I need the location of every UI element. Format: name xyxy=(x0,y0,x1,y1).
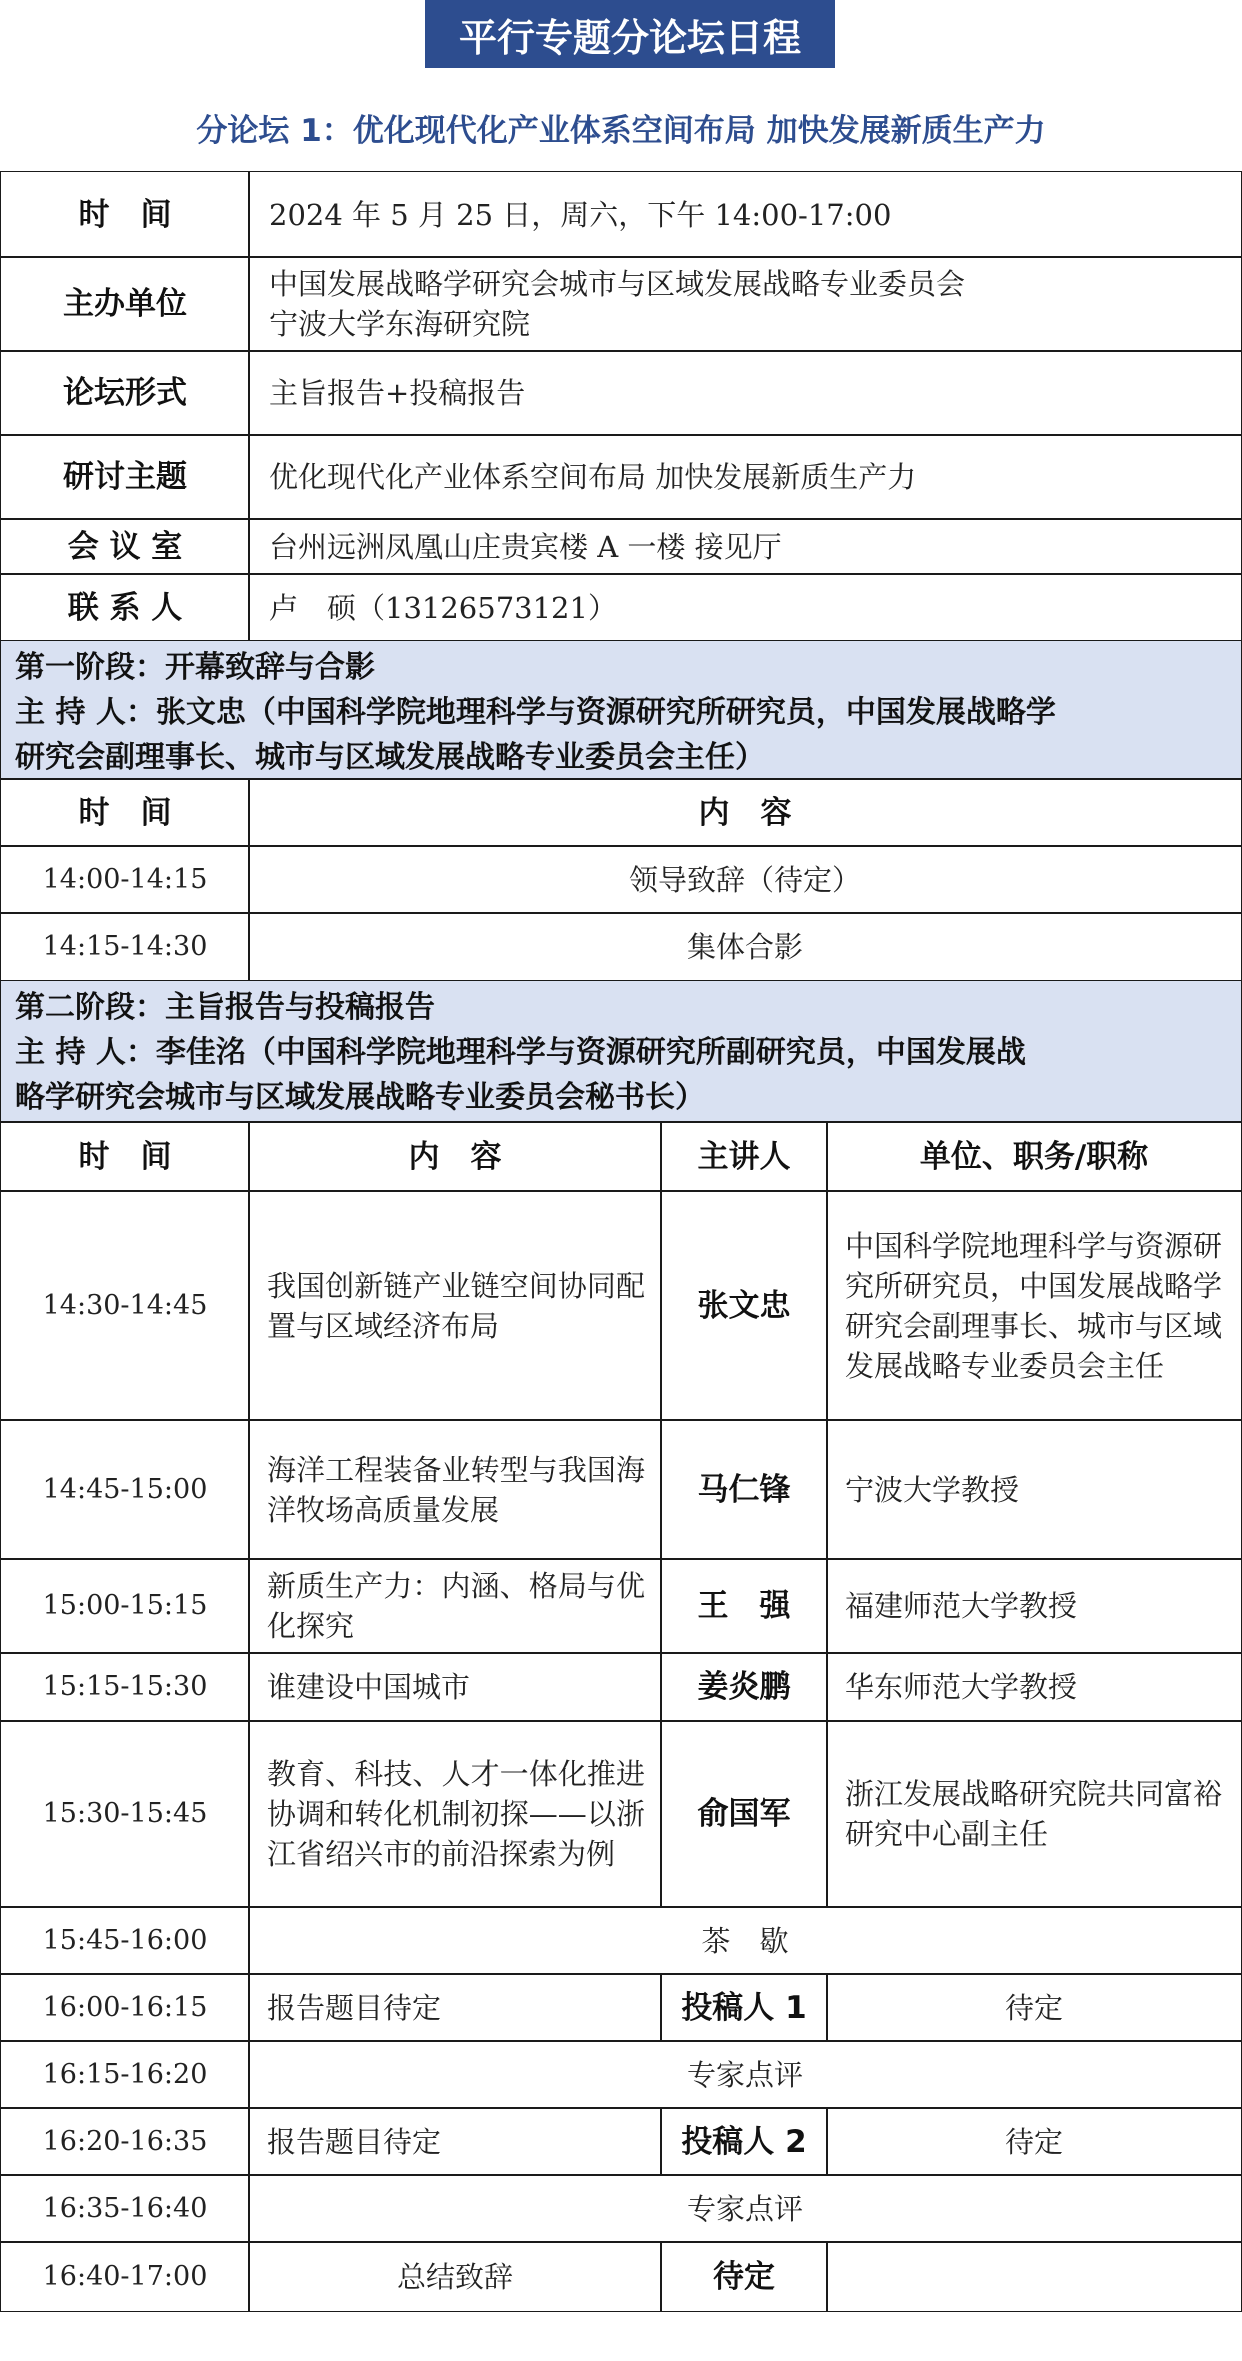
stage1-row-time: 14:00-14:15 xyxy=(0,845,250,914)
talk-speaker: 王 强 xyxy=(660,1558,828,1654)
closing-speaker: 待定 xyxy=(660,2241,828,2312)
stage2-unit-header: 单位、职务/职称 xyxy=(826,1121,1242,1192)
sub2-speaker: 投稿人 2 xyxy=(660,2107,828,2176)
info-format-value: 主旨报告+投稿报告 xyxy=(248,350,1242,436)
talk-unit: 宁波大学教授 xyxy=(826,1419,1242,1560)
stage2-host-line-2: 略学研究会城市与区域发展战略专业委员会秘书长） xyxy=(15,1080,705,1115)
talk-topic: 教育、科技、人才一体化推进协调和转化机制初探——以浙江省绍兴市的前沿探索为例 xyxy=(248,1720,662,1908)
stage1-host-line-2: 研究会副理事长、城市与区域发展战略专业委员会主任） xyxy=(15,740,765,775)
info-theme-label: 研讨主题 xyxy=(0,434,250,520)
stage1-content-header: 内 容 xyxy=(248,778,1242,847)
sub2-time: 16:20-16:35 xyxy=(0,2107,250,2176)
stage1-host-line-1: 主 持 人：张文忠（中国科学院地理科学与资源研究所研究员，中国发展战略学 xyxy=(15,695,1056,730)
review2-content: 专家点评 xyxy=(248,2174,1242,2243)
talk-time: 14:45-15:00 xyxy=(0,1419,250,1560)
break-content: 茶 歇 xyxy=(248,1906,1242,1975)
talk-topic: 谁建设中国城市 xyxy=(248,1652,662,1722)
stage2-title: 第二阶段：主旨报告与投稿报告 xyxy=(15,990,435,1025)
info-contact-value: 卢 硕（13126573121） xyxy=(248,573,1242,642)
talk-speaker: 马仁锋 xyxy=(660,1419,828,1560)
host-line-1: 中国发展战略学研究会城市与区域发展战略专业委员会 xyxy=(269,267,966,301)
stage1-title: 第一阶段：开幕致辞与合影 xyxy=(15,650,375,685)
info-room-label: 会 议 室 xyxy=(0,518,250,575)
sub2-topic: 报告题目待定 xyxy=(248,2107,662,2176)
info-format-label: 论坛形式 xyxy=(0,350,250,436)
review1-content: 专家点评 xyxy=(248,2040,1242,2109)
talk-speaker: 张文忠 xyxy=(660,1190,828,1421)
talk-unit: 华东师范大学教授 xyxy=(826,1652,1242,1722)
info-theme-value: 优化现代化产业体系空间布局 加快发展新质生产力 xyxy=(248,434,1242,520)
talk-topic: 海洋工程装备业转型与我国海洋牧场高质量发展 xyxy=(248,1419,662,1560)
talk-time: 15:00-15:15 xyxy=(0,1558,250,1654)
talk-unit: 福建师范大学教授 xyxy=(826,1558,1242,1654)
talk-time: 14:30-14:45 xyxy=(0,1190,250,1421)
talk-unit: 浙江发展战略研究院共同富裕研究中心副主任 xyxy=(826,1720,1242,1908)
stage2-host-line-1: 主 持 人：李佳洺（中国科学院地理科学与资源研究所副研究员，中国发展战 xyxy=(15,1035,1026,1070)
stage1-banner xyxy=(0,640,1242,780)
closing-unit xyxy=(826,2241,1242,2312)
sub2-unit: 待定 xyxy=(826,2107,1242,2176)
info-time-label: 时 间 xyxy=(0,171,250,258)
sub1-topic: 报告题目待定 xyxy=(248,1973,662,2042)
page-title: 平行专题分论坛日程 xyxy=(425,0,835,68)
stage2-banner xyxy=(0,980,1242,1123)
talk-unit: 中国科学院地理科学与资源研究所研究员，中国发展战略学研究会副理事长、城市与区域发展战略专业委员会主任 xyxy=(826,1190,1242,1421)
sub1-unit: 待定 xyxy=(826,1973,1242,2042)
stage1-row-time: 14:15-14:30 xyxy=(0,912,250,982)
forum-subtitle: 分论坛 1：优化现代化产业体系空间布局 加快发展新质生产力 xyxy=(196,113,1046,149)
info-room-value: 台州远洲凤凰山庄贵宾楼 A 一楼 接见厅 xyxy=(248,518,1242,575)
stage2-speaker-header: 主讲人 xyxy=(660,1121,828,1192)
host-line-2: 宁波大学东海研究院 xyxy=(269,307,531,341)
info-contact-label: 联 系 人 xyxy=(0,573,250,642)
talk-time: 15:15-15:30 xyxy=(0,1652,250,1722)
talk-time: 15:30-15:45 xyxy=(0,1720,250,1908)
break-time: 15:45-16:00 xyxy=(0,1906,250,1975)
sub1-speaker: 投稿人 1 xyxy=(660,1973,828,2042)
info-host-value xyxy=(248,256,1242,352)
review1-time: 16:15-16:20 xyxy=(0,2040,250,2109)
stage2-content-header: 内 容 xyxy=(248,1121,662,1192)
info-host-label: 主办单位 xyxy=(0,256,250,352)
info-time-value: 2024 年 5 月 25 日，周六，下午 14:00-17:00 xyxy=(248,171,1242,258)
talk-speaker: 俞国军 xyxy=(660,1720,828,1908)
sub1-time: 16:00-16:15 xyxy=(0,1973,250,2042)
stage1-row-content: 集体合影 xyxy=(248,912,1242,982)
talk-speaker: 姜炎鹏 xyxy=(660,1652,828,1722)
stage2-time-header: 时 间 xyxy=(0,1121,250,1192)
stage1-row-content: 领导致辞（待定） xyxy=(248,845,1242,914)
closing-topic: 总结致辞 xyxy=(248,2241,662,2312)
stage1-time-header: 时 间 xyxy=(0,778,250,847)
closing-time: 16:40-17:00 xyxy=(0,2241,250,2312)
review2-time: 16:35-16:40 xyxy=(0,2174,250,2243)
talk-topic: 我国创新链产业链空间协同配置与区域经济布局 xyxy=(248,1190,662,1421)
talk-topic: 新质生产力：内涵、格局与优化探究 xyxy=(248,1558,662,1654)
